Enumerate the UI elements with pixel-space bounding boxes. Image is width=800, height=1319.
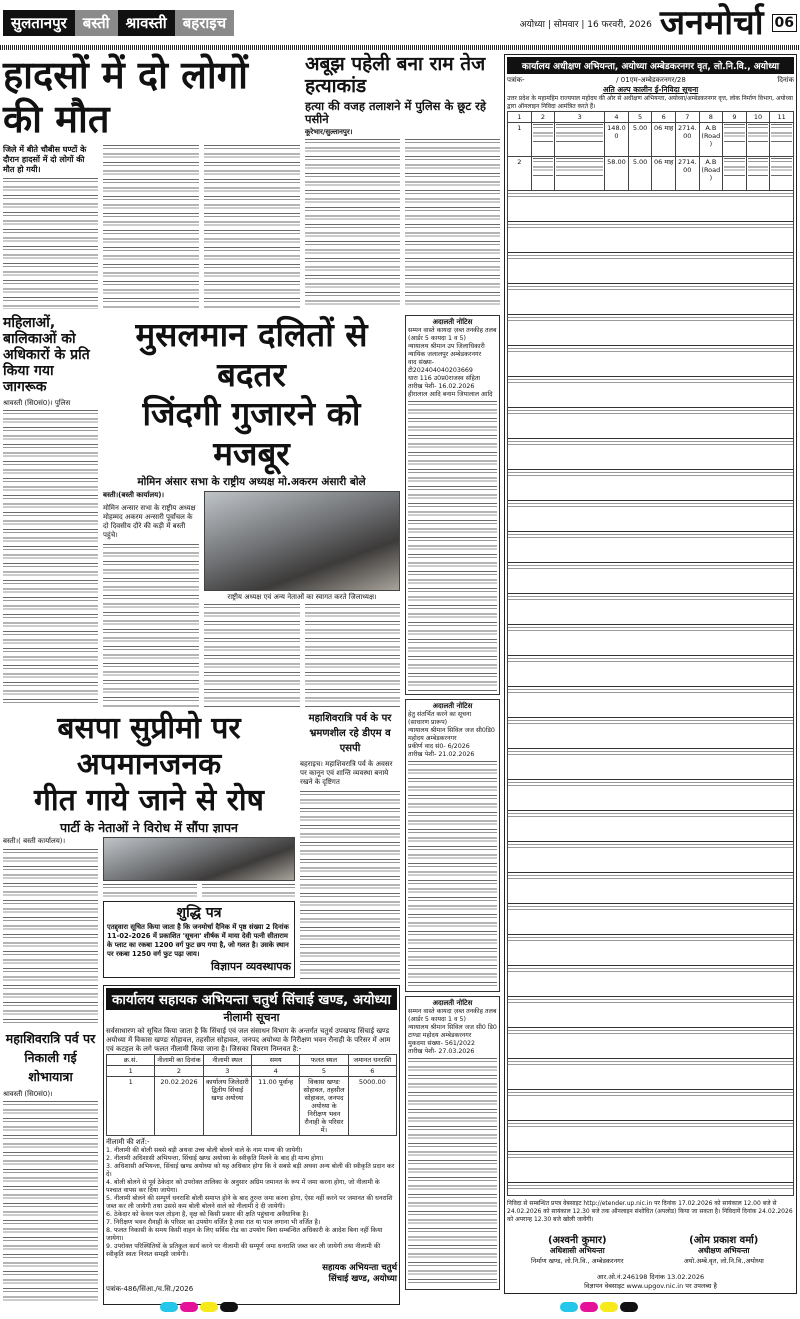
subhead-ramtej: हत्या की वजह तलाशने में पुलिस के छूट रहे पसीने xyxy=(305,98,486,126)
registration-marks xyxy=(560,1297,640,1316)
court-notice-line: (साधारण प्रारूप) xyxy=(408,718,448,726)
headline-muslims xyxy=(103,315,400,473)
table-cell: विकास खण्डः सोहावल, तहसील सोहावल, जनपद अयोध्या के निरीक्षण भवन रौनाही के परिसर में। xyxy=(300,1076,348,1135)
column-number: 10 xyxy=(746,112,770,123)
color-swatch xyxy=(620,1302,638,1312)
auction-conditions-title: नीलामी की शर्ते:- xyxy=(106,1137,150,1146)
court-notice-title: अदालती नोटिस xyxy=(432,999,473,1008)
condition-item: 4. बोली बोलने से पूर्व ठेकेदार को उपरोक्त तालिका के अनुसार अग्रिम जमानत के रूप में जमा करना होगा, जो नीलामी के पश्चात वापस कर दिया जायेगा। xyxy=(106,1178,380,1194)
tender-ref: / 01एम-अम्बेडकरनगर/28 xyxy=(616,76,686,84)
headline-shobhayatra: महाशिवरात्रि पर्व पर निकाली गई शोभायात्रा xyxy=(5,1031,96,1084)
table-row xyxy=(508,123,794,157)
column-number: 6 xyxy=(348,1065,396,1076)
court-notice-title: अदालती नोटिस xyxy=(432,701,473,710)
color-swatch xyxy=(180,1302,198,1312)
table-cell: A.B (Road) xyxy=(699,157,723,191)
auction-intro: सर्वसाधारण को सूचित किया जाता है कि सिंचाई एवं जल संसाधन विभाग के अन्तर्गत चतुर्थ उपखण्ड सिंचाई खण्ड अयोध्या में विकास खण्डः सोहावल, तहसील सोहावल, जनपद अयोध्या के निरीक्षण भवन रौनाही के परिसर में आम एवं कटहल के लगे फलत नीलामी किया जाना है। जिसका विवरण निम्नवत है:- xyxy=(106,1026,391,1053)
column-header: नीलामी का दिनांक xyxy=(155,1054,203,1065)
table-cell xyxy=(770,157,794,191)
court-notice xyxy=(405,315,500,695)
table-cell: 06 माह xyxy=(652,157,676,191)
color-swatch xyxy=(160,1302,178,1312)
column-number: 3 xyxy=(555,112,605,123)
court-notice-line: तारीख पेशी- 16.02.2026 xyxy=(408,383,475,390)
court-notice-title: अदालती नोटिस xyxy=(432,318,473,326)
cell-text xyxy=(533,124,554,144)
table-cell xyxy=(531,157,555,191)
condition-item: 6. ठेकेदार को केवल फल तोड़ना है, वृक्ष को किसी प्रकार की क्षति पहुंचाना अवैधानिक है। xyxy=(106,1210,309,1218)
story4-text xyxy=(204,604,300,707)
correction-signature: विज्ञापन व्यवस्थापक xyxy=(211,960,291,974)
court-notice-text xyxy=(408,401,497,692)
court-notice-line: न्यायालय श्रीमान सिविल जज सी0 डि0 टाण्डा महोदय अम्बेडकरनगर xyxy=(408,1024,497,1040)
table-cell: 06 माह xyxy=(652,123,676,157)
column-number: 7 xyxy=(675,112,699,123)
tender-footer: निविदा से सम्बन्धित प्रपत्र वेबसाइट http://etender.up.nic.in पर दिनांक 17.02.2026 को सायंकाल 12.00 बजे से 24.02.2026 को सायंकाल 12.30 बजे तक ऑनलाइन संशोधित (अपलोड) किया जा सकता है। निविदायें दिनांक 24.02.2026 को अपरान्ह 12.30 बजे खोली जायेंगी। xyxy=(507,1200,793,1223)
cell-text xyxy=(724,124,745,144)
story5-dateline: बस्ती।( बस्ती कार्यालय)। xyxy=(3,837,66,846)
table-cell xyxy=(746,157,770,191)
table-cell: 148.00 xyxy=(605,123,629,157)
court-notice xyxy=(405,699,500,993)
cell-text xyxy=(533,158,554,178)
column-number: 9 xyxy=(723,112,747,123)
condition-item: 7. निरीक्षण भवन रौनाही के परिसर का उपयोग वर्जित है तथा रात या पाल लगाना भी वर्जित है। xyxy=(106,1218,321,1226)
tender-ref-label: पत्रांक- xyxy=(507,76,525,84)
subhead-momin: मोमिन अंसार सभा के राष्ट्रीय अध्यक्ष मो.अकरम अंसारी बोले xyxy=(137,476,366,489)
tender-web: विज्ञापन वेबसाइट www.upgov.nic.in पर उपलब्ध है xyxy=(584,1282,717,1290)
condition-item: 3. अधिशासी अभियन्ता, सिंचाई खण्ड अयोध्या को यह अधिकार होगा कि वे सबसे बड़ी अथवा अन्य बोली की स्वीकृति प्रदान कर दें। xyxy=(106,1162,395,1178)
auction-table xyxy=(106,1054,397,1136)
condition-item: 2. नीलामी अधिशासी अभियन्ता, सिंचाई खण्ड अयोध्या के स्वीकृति मिलने के बाद ही मान्य होगा। xyxy=(106,1154,324,1162)
table-cell: 5.00 xyxy=(628,157,652,191)
story5-text xyxy=(202,884,296,898)
court-notice-line: धारा 116 उ0प्र0राजस्व संहिता xyxy=(408,375,481,382)
story1-lead: जिले में बीते चौबीस घण्टों के दौरान हादसों में दो लोगों की मौत हो गयी। xyxy=(3,145,87,175)
photo-welcome xyxy=(204,491,400,591)
photo-memorandum xyxy=(103,837,295,881)
section-tabs xyxy=(3,10,234,36)
condition-item: 9. उपरोक्त परिस्थितियों के प्रतिकूल कार्य करने पर नीलामी की सम्पूर्ण जमा धनराशि जब्त कर ली जायेगी तथा नीलामी की स्वीकृति स्वतः निरस्त समझी जायेगी। xyxy=(106,1242,381,1258)
tender-ro: आर.ओ.नं.246198 दिनांक 13.02.2026 xyxy=(596,1273,705,1281)
masthead-logo: जनमोर्चा xyxy=(659,3,764,43)
color-swatch xyxy=(560,1302,578,1312)
court-notices-column xyxy=(405,315,500,1294)
column-number: 8 xyxy=(699,112,723,123)
tender-table xyxy=(507,111,794,191)
signatory-role: अधिशासी अभियन्ता xyxy=(549,1246,605,1255)
table-cell: 5.00 xyxy=(628,123,652,157)
correction-notice xyxy=(103,901,295,978)
cell-text xyxy=(771,158,792,178)
table-cell xyxy=(770,123,794,157)
cell-text xyxy=(748,158,769,178)
court-notice-line: वाद संख्या-टी202404040203669 xyxy=(408,359,473,374)
table-cell: 11.00 पूर्वान्ह xyxy=(251,1076,299,1135)
cell-text xyxy=(556,158,603,178)
condition-item: 8. फलत निकासी के समय किसी वाहन के लिए सर्विस रोड का उपयोग बिना सम्बन्धित अधिकारी के आदेश बिना नहीं किया जायेगा। xyxy=(106,1226,383,1242)
story1-text xyxy=(204,145,300,309)
headline-women-awareness: महिलाओं, बालिकाओं को अधिकारों के प्रति किया गया जागरूक xyxy=(3,315,90,396)
table-cell xyxy=(555,157,605,191)
story2-text xyxy=(405,139,500,309)
signatory-office: निर्माण खण्ड, लो.नि.वि., अम्बेडकरनगर xyxy=(531,1257,624,1265)
court-notice-line: हीरालाल आदि बनाम जियालाल आदि xyxy=(408,391,493,398)
tab-bahraich[interactable]: बहराइच xyxy=(175,10,234,36)
court-notice-line: न्यायालय श्रीमान सिविल जज सी0डि0 महोदय अम्बेडकरनगर xyxy=(408,726,495,742)
cell-text xyxy=(771,124,792,144)
dateline: अयोध्या | सोमवार | 16 फरवरी, 2026 xyxy=(519,19,652,30)
cell-text xyxy=(556,124,603,144)
table-cell: 2 xyxy=(508,157,532,191)
table-row xyxy=(107,1076,397,1135)
column-number: 1 xyxy=(107,1065,155,1076)
column-number: 2 xyxy=(155,1065,203,1076)
signatory-name: (ओम प्रकाश वर्मा) xyxy=(689,1235,759,1246)
tender-table-rows xyxy=(507,191,794,1196)
court-notice-text xyxy=(408,1058,497,1287)
tender-intro: उत्तर प्रदेश के महामहिम राज्यपाल महोदय की ओर से अधीक्षण अभियन्ता, अयोध्या/अम्बेडकरनगर वृत्त, लोक निर्माण विभाग, अयोध्या द्वारा ऑनलाइन निविदा आमंत्रित करते हैं। xyxy=(507,95,793,110)
table-cell: 2714.00 xyxy=(675,157,699,191)
court-notice-line: प्रकीर्ण वाद सं0- 6/2026 xyxy=(408,742,470,750)
tender-date-label: दिनांक xyxy=(777,76,794,84)
column-header: समय xyxy=(251,1054,299,1065)
signature-line: सिंचाई खण्ड, अयोध्या xyxy=(328,1273,397,1284)
table-cell: 5000.00 xyxy=(348,1076,396,1135)
headline-line: जिंदगी गुजारने को मजबूर xyxy=(142,394,361,473)
column-number: 4 xyxy=(605,112,629,123)
tender-notice xyxy=(504,54,797,1294)
column-number: 1 xyxy=(508,112,532,123)
court-notice-text xyxy=(408,761,497,990)
court-notice-line: तारीख पेशी- 21.02.2026 xyxy=(408,750,475,758)
column-number: 2 xyxy=(531,112,555,123)
signatory-office: अयो.अम्बे.वृत, लो.नि.वि.,अयोध्या xyxy=(683,1257,764,1265)
table-cell: 1 xyxy=(107,1076,155,1135)
headline-shivratri-dm: महाशिवरात्रि पर्व के पर भ्रमणशील रहे डीएम व एसपी xyxy=(308,713,392,754)
color-swatch xyxy=(600,1302,618,1312)
story4-dateline: बस्ती।(बस्ती कार्यालय)। xyxy=(103,491,165,500)
headline-accidents: हादसों में दो लोगों की मौत xyxy=(3,53,249,141)
color-swatch xyxy=(220,1302,238,1312)
table-cell: 58.00 xyxy=(605,157,629,191)
headline-line: बसपा सुप्रीमो पर अपमानजनक xyxy=(57,711,241,782)
story6-text xyxy=(300,791,400,981)
court-notice xyxy=(405,996,500,1290)
auction-office: कार्यालय सहायक अभियन्ता चतुर्थ सिंचाई खण्ड, अयोध्या xyxy=(106,988,397,1010)
table-cell xyxy=(555,123,605,157)
correction-title: शुद्धि पत्र xyxy=(176,905,222,922)
story4-lead: मोमिन अन्सार सभा के राष्ट्रीय अध्यक्ष मोहम्मद अकरम अन्सारी पूर्वांचल के दो दिवसीय दौरे की कड़ी में बस्ती पहुंचे। xyxy=(103,504,196,540)
court-notice-line: (आर्डर 5 कायदा 1 व 5) xyxy=(408,335,466,342)
auction-notice xyxy=(103,985,400,1305)
column-number: 11 xyxy=(770,112,794,123)
column-header: क्र.सं. xyxy=(107,1054,155,1065)
headline-ramtej: अबूझ पहेली बना राम तेज हत्याकांड xyxy=(305,53,486,97)
signatory-role: अधीक्षण अभियन्ता xyxy=(697,1246,750,1255)
story5-text xyxy=(3,985,98,1025)
table-cell: 20.02.2026 xyxy=(155,1076,203,1135)
story3-dateline: श्रावस्ती (सि0सं0)। पुलिस xyxy=(3,399,71,408)
auction-title: नीलामी सूचना xyxy=(223,1011,280,1024)
cell-text xyxy=(748,124,769,144)
story4-text xyxy=(103,544,199,707)
subhead-bsp: पार्टी के नेताओं ने विरोध में सौंपा ज्ञापन xyxy=(60,820,238,835)
table-cell: 1 xyxy=(508,123,532,157)
table-row xyxy=(508,157,794,191)
court-notice-line: सम्मन वास्ते कायदा ज़ब्त तनकीह तलब xyxy=(408,1008,497,1016)
signatory xyxy=(507,1232,648,1265)
headline-line: मुसलमान दलितों से बदतर xyxy=(135,315,368,394)
story4-text xyxy=(305,604,401,707)
table-cell: 2714.00 xyxy=(675,123,699,157)
story7-dateline: श्रावस्ती (सि0सं0)। xyxy=(3,1090,53,1098)
table-cell xyxy=(746,123,770,157)
column-header: जमानत धनराशि xyxy=(348,1054,396,1065)
court-notice-line: न्यायालय श्रीमान उप जिलाधिकारी न्यायिक जलालपुर अम्बेडकरनगर xyxy=(408,343,485,358)
headline-line: गीत गाये जाने से रोष xyxy=(34,783,264,818)
court-notice-line: मुकदमा संख्या- 561/2022 xyxy=(408,1040,476,1048)
color-swatch xyxy=(580,1302,598,1312)
court-notice-line: सम्मन वास्ते कायदा ज़ब्त तनकीह तलब xyxy=(408,327,497,334)
header-rule xyxy=(0,45,800,50)
column-header: फलत स्थल xyxy=(300,1054,348,1065)
column-number: 5 xyxy=(300,1065,348,1076)
court-notice-line: (आर्डर 5 कायदा 1 व 5) xyxy=(408,1016,466,1024)
tender-office: कार्यालय अधीक्षण अभियन्ता, अयोध्या अम्बेडकरनगर वृत, लो.नि.वि., अयोध्या xyxy=(507,57,794,74)
court-notice-line: तारीख पेशी- 27.03.2026 xyxy=(408,1048,475,1056)
story2-dateline: कूरेभार/सुल्तानपुर। xyxy=(305,128,353,137)
auction-conditions xyxy=(106,1147,397,1259)
condition-item: 1. नीलामी की बोली सबसे बड़ी अथवा उच्च बोली बोलने वाले के नाम मान्य की जायेगी। xyxy=(106,1146,303,1154)
story5-text xyxy=(103,884,197,898)
table-cell: कार्यालय जिलेदारी द्वितीय सिंचाई खण्ड अयोध्या xyxy=(203,1076,251,1135)
column-number: 4 xyxy=(251,1065,299,1076)
cell-text xyxy=(724,158,745,178)
table-cell xyxy=(723,123,747,157)
signatory-name: (अश्वनी कुमार) xyxy=(547,1235,607,1246)
table-cell xyxy=(531,123,555,157)
page-body xyxy=(0,54,800,1294)
tab-shravasti[interactable]: श्रावस्ती xyxy=(118,10,175,36)
registration-marks xyxy=(160,1297,240,1316)
story1-text xyxy=(3,178,98,309)
story5-text xyxy=(3,849,98,981)
color-swatch xyxy=(200,1302,218,1312)
correction-body: एतद्द्वारा सूचित किया जाता है कि जनमोर्चा दैनिक में पृष्ठ संख्या 2 दिनांक 11-02-2026 में प्रकाशित 'सूचना' शीर्षक में माया देवी पत्नी सीताराम के प्लाट का रकबा 1200 वर्ग फुट छप गया है, जो गलत है। उसके स्थान पर रकबा 1250 वर्ग फुट पढ़ा जाय। xyxy=(107,923,289,959)
column-number: 6 xyxy=(652,112,676,123)
table-cell: A.B (Road) xyxy=(699,123,723,157)
story7-text xyxy=(3,1101,98,1305)
condition-item: 5. नीलामी बोलने की सम्पूर्ण धनराशि बोली समाप्त होने के बाद तुरन्त जमा करना होगा, ऐसा नहीं करने पर जमानत की धनराशि जब्त कर ली जायेगी तथा उससे कम बोली बोलने वाले को नीलामी दे दी जायेगी। xyxy=(106,1194,393,1210)
tender-title: अति अल्प कालीन ई-निविदा सूचना xyxy=(602,85,699,94)
story3-text xyxy=(3,410,98,707)
story1-text xyxy=(103,145,199,309)
tab-basti[interactable]: बस्ती xyxy=(75,10,118,36)
column-header: नीलामी स्थल xyxy=(203,1054,251,1065)
auction-ref: पत्रांक-486/सिंआ./च.सि./2026 xyxy=(106,1284,194,1293)
court-notice-line: हेतु संतर्भित करने का सूचना xyxy=(408,710,472,718)
signatory xyxy=(654,1232,795,1265)
photo-caption: राष्ट्रीय अध्यक्ष एवं अन्य नेताओं का स्वागत करते जिलाध्यक्ष। xyxy=(227,593,377,602)
column-number: 5 xyxy=(628,112,652,123)
story6-lead: बहराइच। महाशिवरात्रि पर्व के अवसर पर कानून एवं शान्ति व्यवस्था बनाये रखने के दृष्टिगत xyxy=(300,760,393,786)
page-number: 06 xyxy=(772,14,797,32)
story2-text xyxy=(305,139,400,309)
masthead-bar xyxy=(0,0,800,43)
headline-bsp xyxy=(3,711,295,819)
tab-sultanpur[interactable]: सुलतानपुर xyxy=(3,10,75,36)
signature-line: सहायक अभियन्ता चतुर्थ xyxy=(322,1262,397,1273)
column-number: 3 xyxy=(203,1065,251,1076)
auction-signature xyxy=(106,1263,397,1285)
table-cell xyxy=(723,157,747,191)
